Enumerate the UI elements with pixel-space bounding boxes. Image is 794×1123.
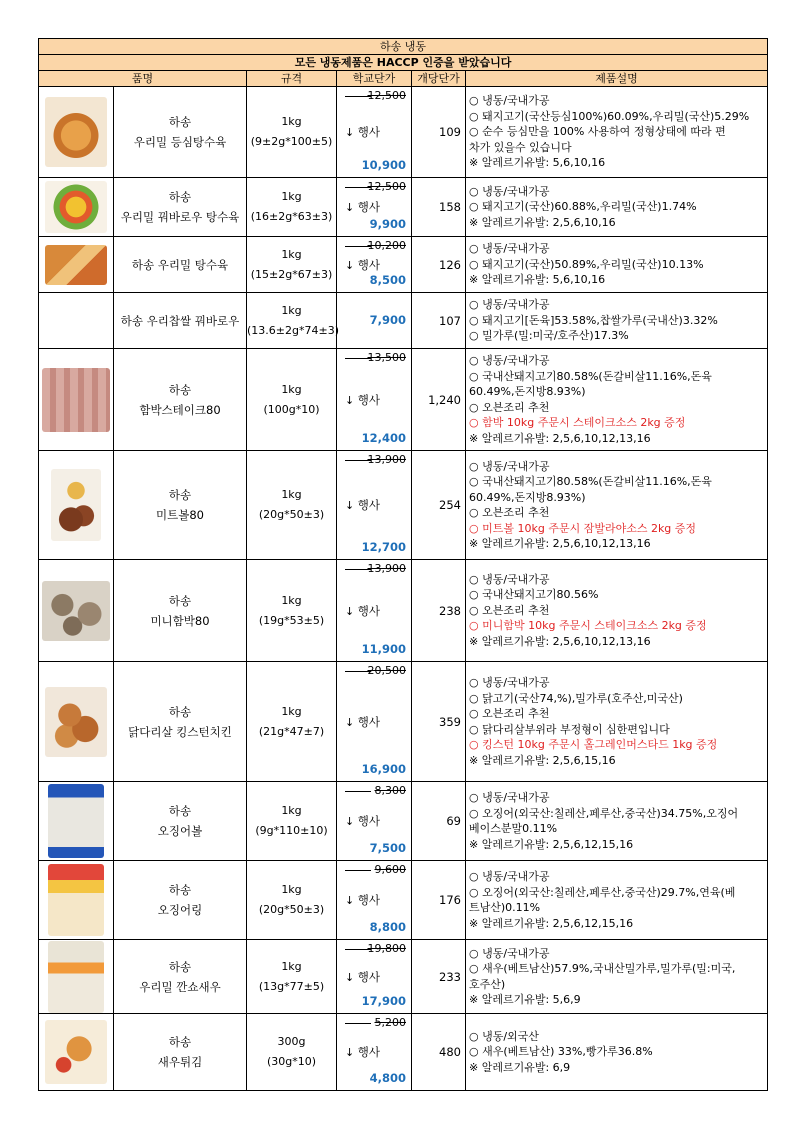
hamburg-steak-photo (42, 368, 110, 432)
description-line: ○ 오징어(외국산:칠레산,페루산,중국산)34.75%,오징어 (469, 806, 739, 820)
description-line: ※ 알레르기유발: 2,5,6,10,16 (469, 215, 616, 229)
description-line: ○ 냉동/국내가공 (469, 459, 550, 473)
product-image-cell (39, 861, 114, 940)
description-line: ※ 알레르기유발: 2,5,6,12,15,16 (469, 916, 634, 930)
spec-detail: (13g*77±5) (258, 979, 325, 993)
product-description-cell (466, 560, 768, 662)
event-text: 행사 (357, 125, 380, 139)
product-brand: 하송 (168, 115, 192, 129)
description-line: ○ 냉동/국내가공 (469, 184, 550, 198)
price-box (337, 662, 411, 781)
description-line: ○ 돼지고기(국산)50.89%,우리밀(국산)10.13% (469, 257, 704, 271)
event-label (345, 969, 380, 985)
product-spec-cell (247, 560, 337, 662)
event-label (345, 813, 380, 829)
school-price-cell (337, 451, 412, 560)
product-brand: 하송 (168, 190, 192, 204)
product-image-cell (39, 940, 114, 1014)
original-price: 19,800 (367, 942, 406, 955)
down-arrow-icon: ↓ (345, 1046, 358, 1059)
price-box (337, 1014, 411, 1090)
spec-detail: (21g*47±7) (258, 724, 325, 738)
original-price: 12,500 (367, 180, 406, 193)
description-line: ※ 알레르기유발: 2,5,6,10,12,13,16 (469, 431, 651, 445)
product-spec-cell (247, 1014, 337, 1091)
description-line: ○ 새우(베트남산) 33%,빵가루36.8% (469, 1045, 653, 1059)
description-line: ○ 냉동/국내가공 (469, 946, 550, 960)
header-unit-price: 개당단가 (412, 71, 466, 87)
price-box (337, 87, 411, 177)
description-line: ○ 냉동/외국산 (469, 1029, 539, 1043)
description-line: ○ 오븐조리 추천 (469, 400, 550, 414)
description-line: ○ 국내산돼지고기80.56% (469, 588, 599, 602)
sale-price: 12,700 (361, 540, 406, 554)
original-price: 9,600 (374, 863, 406, 876)
product-image-cell (39, 178, 114, 237)
sale-price: 4,800 (369, 1071, 406, 1085)
promo-line: ○ 미트볼 10kg 주문시 잠발라야소스 2kg 증정 (469, 521, 697, 535)
product-row (39, 87, 768, 178)
spec-weight: 1kg (281, 247, 302, 261)
description-line: ○ 냉동/국내가공 (469, 791, 550, 804)
unit-price-cell: 1,240 (412, 349, 466, 451)
sale-price: 10,900 (361, 158, 406, 172)
product-row (39, 940, 768, 1014)
down-arrow-icon: ↓ (345, 605, 358, 618)
description-line: ○ 오븐조리 추천 (469, 603, 550, 617)
product-name-cell (114, 349, 247, 451)
product-brand: 하송 (168, 1035, 192, 1049)
event-text: 행사 (357, 604, 380, 618)
description-line: ○ 국내산돼지고기80.58%(돈갈비살11.16%,돈육 (469, 475, 712, 488)
school-price-cell (337, 940, 412, 1014)
down-arrow-icon: ↓ (345, 201, 358, 214)
school-price-cell (337, 560, 412, 662)
product-description-cell (466, 451, 768, 560)
event-label (345, 497, 380, 513)
spec-weight: 300g (277, 1035, 306, 1048)
school-price-cell (337, 293, 412, 349)
product-description-cell (466, 349, 768, 451)
unit-price-cell: 254 (412, 451, 466, 560)
product-spec-cell (247, 349, 337, 451)
description-line: ○ 냉동/국내가공 (469, 676, 550, 689)
product-row (39, 237, 768, 293)
product-image-cell (39, 662, 114, 782)
description-line: ○ 냉동/국내가공 (469, 242, 550, 256)
product-image-cell (39, 293, 114, 349)
spec-weight: 1kg (281, 959, 302, 973)
description-line: ○ 돼지고기[돈육]53.58%,찹쌀가루(국내산)3.32% (469, 313, 718, 327)
product-name: 하송 우리찹쌀 꿔바로우 (120, 313, 240, 328)
product-image-cell (39, 560, 114, 662)
school-price-cell (337, 782, 412, 861)
spec-detail: (20g*50±3) (258, 903, 325, 916)
product-row (39, 662, 768, 782)
unit-price-cell: 109 (412, 87, 466, 178)
product-brand: 하송 (168, 804, 192, 818)
product-name: 닭다리살 킹스턴치킨 (128, 724, 232, 739)
strike-line (345, 791, 371, 792)
unit-price-cell: 69 (412, 782, 466, 861)
tangsuyuk-photo (45, 245, 107, 285)
sale-price: 7,500 (369, 841, 406, 855)
product-brand: 하송 (168, 593, 192, 608)
header-description: 제품설명 (466, 71, 768, 87)
event-label (345, 714, 380, 730)
sale-price: 7,900 (369, 313, 406, 327)
description-line: ○ 밀가루(밀:미국/호주산)17.3% (469, 329, 629, 343)
description-line: ※ 알레르기유발: 6,9 (469, 1060, 571, 1074)
squid-ball-package-photo (48, 784, 104, 858)
price-box (337, 349, 411, 450)
product-name: 우리밀 꿔바로우 탕수육 (120, 210, 240, 224)
event-label (345, 392, 380, 408)
product-spec-cell (247, 861, 337, 940)
product-spec-cell (247, 451, 337, 560)
description-line: ○ 새우(베트남산)57.9%,국내산밀가루,밀가루(밀:미국, (469, 962, 736, 975)
event-label (345, 257, 380, 273)
spec-weight: 1kg (281, 593, 302, 607)
description-line: ※ 알레르기유발: 2,5,6,10,12,13,16 (469, 634, 651, 648)
description-line: ○ 국내산돼지고기80.58%(돈갈비살11.16%,돈육 (469, 369, 712, 383)
spec-weight: 1kg (281, 115, 302, 128)
price-box (337, 451, 411, 559)
original-price: 8,300 (374, 784, 406, 797)
product-row (39, 782, 768, 861)
product-row (39, 293, 768, 349)
product-name-cell (114, 178, 247, 237)
product-table (38, 38, 768, 1091)
event-text: 행사 (357, 200, 380, 214)
event-label (345, 199, 380, 215)
school-price-cell (337, 87, 412, 178)
fried-pork-photo (45, 97, 107, 167)
product-brand: 하송 (168, 883, 192, 897)
promo-line: ○ 함박 10kg 주문시 스테이크소스 2kg 증정 (469, 416, 686, 429)
event-label (345, 892, 380, 908)
school-price-cell (337, 349, 412, 451)
product-brand: 하송 (168, 488, 192, 502)
spec-weight: 1kg (281, 704, 302, 718)
sale-price: 12,400 (361, 431, 406, 445)
description-line: ※ 알레르기유발: 2,5,6,15,16 (469, 753, 616, 767)
product-description-cell (466, 1014, 768, 1091)
event-text: 행사 (357, 498, 380, 512)
description-line: 트남산)0.11% (469, 901, 541, 914)
unit-price-cell: 126 (412, 237, 466, 293)
product-description-cell (466, 782, 768, 861)
school-price-cell (337, 1014, 412, 1091)
original-price: 12,500 (367, 89, 406, 102)
sale-price: 8,800 (369, 920, 406, 934)
price-box (337, 861, 411, 939)
shrimp-package-photo (48, 941, 104, 1013)
strike-line (345, 1023, 371, 1024)
product-name-cell (114, 1014, 247, 1091)
event-label (345, 124, 380, 140)
spec-weight: 1kg (281, 190, 302, 203)
price-box (337, 178, 411, 236)
description-line: ○ 냉동/국내가공 (469, 298, 550, 312)
promo-line: ○ 미니함박 10kg 주문시 스테이크소스 2kg 증정 (469, 619, 707, 633)
product-image-cell (39, 349, 114, 451)
unit-price-cell: 480 (412, 1014, 466, 1091)
sweet-sour-pork-photo (45, 181, 107, 233)
strike-line (345, 870, 371, 871)
spec-weight: 1kg (281, 883, 302, 896)
product-image-cell (39, 237, 114, 293)
product-name-cell (114, 87, 247, 178)
product-name: 새우튀김 (157, 1055, 203, 1069)
description-line: ○ 오븐조리 추천 (469, 506, 550, 519)
description-line: ※ 알레르기유발: 5,6,10,16 (469, 156, 606, 170)
product-spec-cell (247, 662, 337, 782)
original-price: 5,200 (374, 1016, 406, 1029)
product-brand: 하송 (168, 704, 192, 719)
description-line: 60.49%,돈지방8.93%) (469, 385, 586, 398)
haccp-notice: 모든 냉동제품은 HACCP 인증을 받았습니다 (39, 55, 768, 71)
squid-ring-package-photo (48, 864, 104, 936)
original-price: 13,900 (367, 453, 406, 466)
unit-price-cell: 359 (412, 662, 466, 782)
product-spec-cell (247, 87, 337, 178)
spec-detail: (19g*53±5) (258, 613, 325, 627)
header-name: 품명 (39, 71, 247, 87)
product-name-cell (114, 940, 247, 1014)
product-description-cell (466, 662, 768, 782)
down-arrow-icon: ↓ (345, 894, 358, 907)
unit-price-cell: 233 (412, 940, 466, 1014)
original-price: 20,500 (367, 664, 406, 677)
down-arrow-icon: ↓ (345, 815, 358, 828)
product-name: 우리밀 깐쇼새우 (139, 979, 221, 994)
description-line: ○ 닭고기(국산74,%),밀가루(호주산,미국산) (469, 691, 683, 705)
product-name: 함박스테이크80 (139, 402, 221, 417)
description-line: ○ 오븐조리 추천 (469, 707, 550, 720)
description-line: 베이스분말0.11% (469, 822, 558, 835)
description-line: 60.49%,돈지방8.93%) (469, 490, 586, 504)
product-row (39, 560, 768, 662)
product-row (39, 451, 768, 560)
original-price: 10,200 (367, 239, 406, 252)
product-name-cell (114, 560, 247, 662)
product-row (39, 349, 768, 451)
product-name-cell (114, 451, 247, 560)
product-row (39, 861, 768, 940)
unit-price-cell: 107 (412, 293, 466, 349)
spec-detail: (30g*10) (266, 1055, 317, 1068)
description-line: ○ 오징어(외국산:칠레산,페루산,중국산)29.7%,연육(베 (469, 885, 736, 899)
description-line: ○ 순수 등심만을 100% 사용하여 정형상태에 따라 편 (469, 125, 726, 139)
description-line: ※ 알레르기유발: 5,6,10,16 (469, 273, 606, 287)
product-name-cell (114, 782, 247, 861)
product-name-cell (114, 662, 247, 782)
spec-weight: 1kg (281, 303, 302, 317)
product-name: 우리밀 등심탕수육 (133, 135, 227, 149)
spec-detail: (15±2g*67±3) (250, 267, 333, 281)
sale-price: 16,900 (361, 762, 406, 776)
spec-detail: (9g*110±10) (255, 824, 328, 837)
price-box (337, 237, 411, 292)
fried-chicken-photo (45, 687, 107, 757)
price-box (337, 940, 411, 1013)
price-box (337, 293, 411, 348)
product-name-cell (114, 237, 247, 293)
price-box (337, 782, 411, 860)
spec-detail: (9±2g*100±5) (250, 135, 333, 148)
event-label (345, 603, 380, 619)
description-line: ○ 냉동/국내가공 (469, 94, 550, 108)
product-spec-cell (247, 782, 337, 861)
description-line: ○ 돼지고기(국산)60.88%,우리밀(국산)1.74% (469, 200, 697, 214)
spec-weight: 1kg (281, 382, 302, 396)
description-line: ○ 냉동/국내가공 (469, 572, 550, 586)
spec-detail: (20g*50±3) (258, 508, 325, 521)
product-brand: 하송 (168, 382, 192, 397)
product-spec-cell (247, 178, 337, 237)
down-arrow-icon: ↓ (345, 394, 358, 407)
school-price-cell (337, 237, 412, 293)
school-price-cell (337, 662, 412, 782)
table-title: 하송 냉동 (39, 39, 768, 55)
description-line: ○ 냉동/국내가공 (469, 870, 550, 883)
product-spec-cell (247, 293, 337, 349)
product-row (39, 178, 768, 237)
mini-hamburg-photo (42, 581, 110, 641)
product-description-cell (466, 237, 768, 293)
down-arrow-icon: ↓ (345, 126, 358, 139)
original-price: 13,500 (367, 351, 406, 364)
description-line: ※ 알레르기유발: 2,5,6,12,15,16 (469, 837, 634, 851)
event-text: 행사 (357, 258, 380, 272)
header-spec: 규격 (247, 71, 337, 87)
spec-weight: 1kg (281, 804, 302, 817)
unit-price-cell: 238 (412, 560, 466, 662)
product-brand: 하송 (168, 959, 192, 974)
price-box (337, 560, 411, 661)
product-name: 오징어볼 (157, 824, 203, 838)
product-name-cell (114, 293, 247, 349)
description-line: ○ 돼지고기(국산등심100%)60.09%,우리밀(국산)5.29% (469, 109, 750, 123)
down-arrow-icon: ↓ (345, 499, 358, 512)
sale-price: 17,900 (361, 994, 406, 1008)
event-text: 행사 (357, 715, 380, 729)
event-text: 행사 (357, 393, 380, 407)
description-line: 호주산) (469, 977, 506, 991)
fried-shrimp-photo (45, 1020, 107, 1084)
product-description-cell (466, 178, 768, 237)
down-arrow-icon: ↓ (345, 971, 358, 984)
spec-detail: (13.6±2g*74±3) (247, 323, 339, 337)
original-price: 13,900 (367, 562, 406, 575)
unit-price-cell: 158 (412, 178, 466, 237)
promo-line: ○ 킹스턴 10kg 주문시 홀그레인머스타드 1kg 증정 (469, 738, 718, 751)
sale-price: 9,900 (369, 217, 406, 231)
product-spec-cell (247, 940, 337, 1014)
product-name: 하송 우리밀 탕수육 (131, 257, 229, 272)
product-row (39, 1014, 768, 1091)
product-image-cell (39, 1014, 114, 1091)
event-label (345, 1044, 380, 1060)
description-line: 차가 있을수 있습니다 (469, 140, 572, 154)
description-line: ※ 알레르기유발: 5,6,9 (469, 993, 581, 1006)
meatball-photo (51, 469, 101, 541)
description-line: ※ 알레르기유발: 2,5,6,10,12,13,16 (469, 537, 651, 550)
event-text: 행사 (357, 1045, 380, 1059)
product-description-cell (466, 87, 768, 178)
description-line: ○ 냉동/국내가공 (469, 354, 550, 367)
sale-price: 8,500 (369, 273, 406, 287)
unit-price-cell: 176 (412, 861, 466, 940)
product-image-cell (39, 451, 114, 560)
product-name-cell (114, 861, 247, 940)
product-name: 미니함박80 (150, 613, 210, 628)
product-description-cell (466, 861, 768, 940)
product-name: 미트볼80 (156, 508, 204, 522)
spec-detail: (16±2g*63±3) (250, 210, 333, 223)
event-text: 행사 (357, 970, 380, 984)
product-name: 오징어링 (157, 903, 203, 917)
description-line: ○ 닭다리살부위라 부정형이 심한편입니다 (469, 722, 670, 736)
header-school-price: 학교단가 (337, 71, 412, 87)
school-price-cell (337, 861, 412, 940)
product-description-cell (466, 940, 768, 1014)
product-image-cell (39, 87, 114, 178)
product-description-cell (466, 293, 768, 349)
down-arrow-icon: ↓ (345, 716, 358, 729)
down-arrow-icon: ↓ (345, 259, 358, 272)
spec-detail: (100g*10) (263, 402, 320, 416)
product-spec-cell (247, 237, 337, 293)
event-text: 행사 (357, 814, 380, 828)
spec-weight: 1kg (281, 488, 302, 501)
event-text: 행사 (357, 893, 380, 907)
school-price-cell (337, 178, 412, 237)
sale-price: 11,900 (361, 642, 406, 656)
product-image-cell (39, 782, 114, 861)
